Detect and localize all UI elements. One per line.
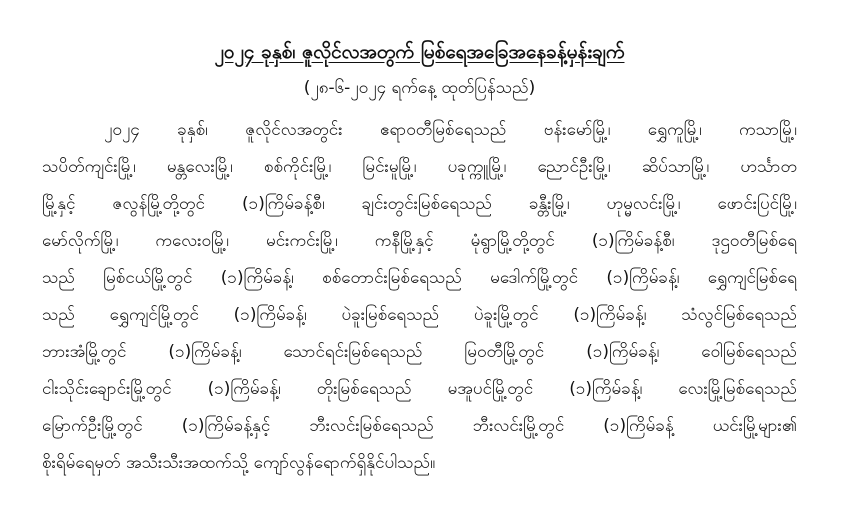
body-paragraph [42,116,797,486]
body-line: ဘားအံမြို့တွင် (၁)ကြိမ်ခန့်၊ သောင်ရင်းမြစ်ရေသည် မြဝတီမြို့တွင် (၁)ကြိမ်ခန့်၊ ဝေါမြစ်ရေသည် [42,342,797,362]
body-line: သပိတ်ကျင်းမြို့၊ မန္တလေးမြို့၊ စစ်ကိုင်းမြို့၊ မြင်းမူမြို့၊ ပခုက္ကူမြို့၊ ညောင်ဦးမြို့၊ ဆိပ်သာမြို့၊ ဟင်္သာတ [42,157,797,177]
body-line: မော်လိုက်မြို့၊ ကလေးဝမြို့၊ မင်းကင်းမြို့၊ ကနီမြို့နှင့် မုံရွာမြို့တို့တွင် (၁)ကြိမ်ခန့်စီ၊ ဒုဌဝတီမြစ်ရေ [42,231,797,251]
issue-date: (၂၈-၆-၂၀၂၄ ရက်နေ့ ထုတ်ပြန်သည်) [303,78,536,98]
body-line: မြို့နှင့် ဇလွန်မြို့တို့တွင် (၁)ကြိမ်ခန့်စီ၊ ချင်းတွင်းမြစ်ရေသည် ခန္တီးမြို့၊ ဟုမ္မလင်းမြို့၊ ဖောင်းပြင်မြို့၊ [42,194,797,214]
body-line: မြောက်ဦးမြို့တွင် (၁)ကြိမ်ခန့်နှင့် ဘီးလင်းမြစ်ရေသည် ဘီးလင်းမြို့တွင် (၁)ကြိမ်ခန့် ယင်းမြို့များ၏ [42,416,797,436]
body-line: သည် မြစ်ငယ်မြို့တွင် (၁)ကြိမ်ခန့်၊ စစ်တောင်းမြစ်ရေသည် မဒေါက်မြို့တွင် (၁)ကြိမ်ခန့်၊ ရွှေကျင်မြစ်ရေ [42,268,797,288]
body-line: သည် ရွှေကျင်မြို့တွင် (၁)ကြိမ်ခန့်၊ ပဲခူးမြစ်ရေသည် ပဲခူးမြို့တွင် (၁)ကြိမ်ခန့်၊ သံလွင်မြစ်ရေသည် [42,305,797,325]
body-line: စိုးရိမ်ရေမှတ် အသီးသီးအထက်သို့ ကျော်လွန်ရောက်ရှိနိုင်ပါသည်။ [42,453,436,473]
document-title: ၂၀၂၄ ခုနှစ်၊ ဇူလိုင်လအတွက် မြစ်ရေအခြေအနေခန့်မှန်းချက် [214,41,625,63]
body-line: ငါးသိုင်းချောင်းမြို့တွင် (၁)ကြိမ်ခန့်၊ တိုးမြစ်ရေသည် မအူပင်မြို့တွင် (၁)ကြိမ်ခန့်၊ လေးမြို့မြစ်ရေသည် [42,379,797,399]
body-line: ၂၀၂၄ ခုနှစ်၊ ဇူလိုင်လအတွင်း ဧရာဝတီမြစ်ရေသည် ဗန်းမော်မြို့၊ ရွှေကူမြို့၊ ကသာမြို့၊ [104,120,797,140]
